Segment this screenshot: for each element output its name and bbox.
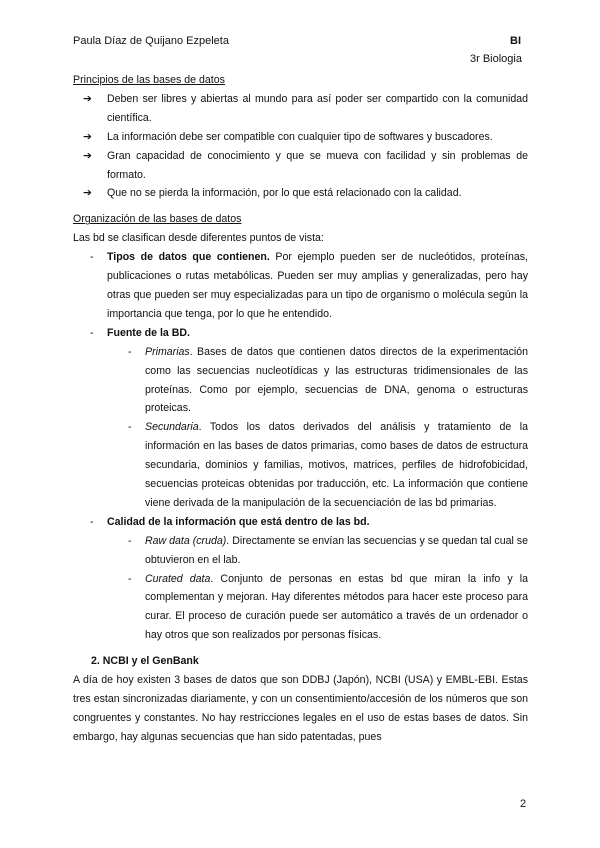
arrow-icon: ➔ xyxy=(83,130,92,143)
quality-label: Calidad de la información que está dentro de las bd. xyxy=(107,515,370,528)
list-item xyxy=(73,324,528,343)
types-text: Por ejemplo pueden ser de nucleótidos, proteínas, publicaciones o rutas metabólicas. Pueden ser muy amplias y generalizadas, pero hay otras que pueden ser muy especializadas para un tipo de organismo o molécula según la importancia que tenga, por lo que he entendido. xyxy=(107,251,528,320)
organization-heading: Organización de las bases de datos xyxy=(73,213,242,226)
arrow-icon: ➔ xyxy=(83,92,92,105)
section-2-heading: 2. NCBI y el GenBank xyxy=(91,655,199,668)
dash-bullet: - xyxy=(128,534,132,547)
list-item: ➔ Deben ser libres y abiertas al mundo para así poder ser compartido con la comunidad científica. xyxy=(73,90,528,128)
principles-heading: Principios de las bases de datos xyxy=(73,74,225,86)
organization-intro: Las bd se clasifican desde diferentes puntos de vista: xyxy=(73,232,324,245)
dash-bullet: - xyxy=(128,572,132,585)
section-2-paragraph: A día de hoy existen 3 bases de datos que son DDBJ (Japón), NCBI (USA) y EMBL-EBI. Estas tres estan sincronizadas diariamente, y con un consentimiento/accesión de los números que son congruentes y constantes. No hay restricciones legales en el uso de estas bases de datos. Sin embargo, hay algunas secuencias que han sido patentadas, pues xyxy=(73,674,528,743)
list-item: - Primarias. Bases de datos que contienen datos directos de la experimentación como las secuencias nucleotídicas y las estructuras tridimensionales de las proteínas. Como por ejemplo, secuencias de DNA, genoma o estructuras proteicas. xyxy=(73,343,528,419)
list-item xyxy=(73,513,528,532)
dash-bullet: - xyxy=(128,421,132,434)
list-item xyxy=(73,248,528,324)
types-label: Tipos de datos que contienen. xyxy=(107,251,270,264)
list-item: ➔ Gran capacidad de conocimiento y que se mueva con facilidad y sin problemas de formato. xyxy=(73,147,528,185)
source-sublist xyxy=(73,343,528,513)
arrow-icon: ➔ xyxy=(83,187,92,200)
arrow-icon: ➔ xyxy=(83,149,92,162)
dash-bullet: - xyxy=(128,345,132,358)
list-item: - Raw data (cruda). Directamente se envían las secuencias y se quedan tal cual se obtuvieron en el lab. xyxy=(73,532,528,570)
header-author: Paula Díaz de Quijano Ezpeleta xyxy=(73,35,229,47)
principles-list xyxy=(73,90,528,203)
quality-sublist xyxy=(73,532,528,645)
list-item: ➔ La información debe ser compatible con cualquier tipo de softwares y buscadores. xyxy=(73,128,528,147)
quality-list xyxy=(73,513,528,532)
header-subject: BI xyxy=(510,35,521,47)
header-course: 3r Biologia xyxy=(470,53,522,65)
list-item: - Curated data. Conjunto de personas en estas bd que miran la info y la complementan y mejoran. Hay diferentes métodos para hacer este proceso para curar. El proceso de curación puede ser automático a través de un ordenador o hay otros que son realizados por personas físicas. xyxy=(73,570,528,646)
source-label: Fuente de la BD. xyxy=(107,326,190,339)
document-body xyxy=(73,71,528,747)
dash-bullet: - xyxy=(90,251,94,264)
organization-list xyxy=(73,248,528,343)
list-item: ➔ Que no se pierda la información, por lo que está relacionado con la calidad. xyxy=(73,184,528,203)
page-number: 2 xyxy=(520,798,527,810)
dash-bullet: - xyxy=(90,326,94,339)
dash-bullet: - xyxy=(90,515,94,528)
list-item: - Secundaria. Todos los datos derivados del análisis y tratamiento de la información en las bases de datos primarias, como bases de datos de estructura secundaria, dominios y familias, motivos, matrices, perfiles de hidrofobicidad, secuencias proteicas obtenidas por traducción, etc. La información que contiene viene derivada de la manipulación de la secuenciación de las bd primarias. xyxy=(73,418,528,513)
